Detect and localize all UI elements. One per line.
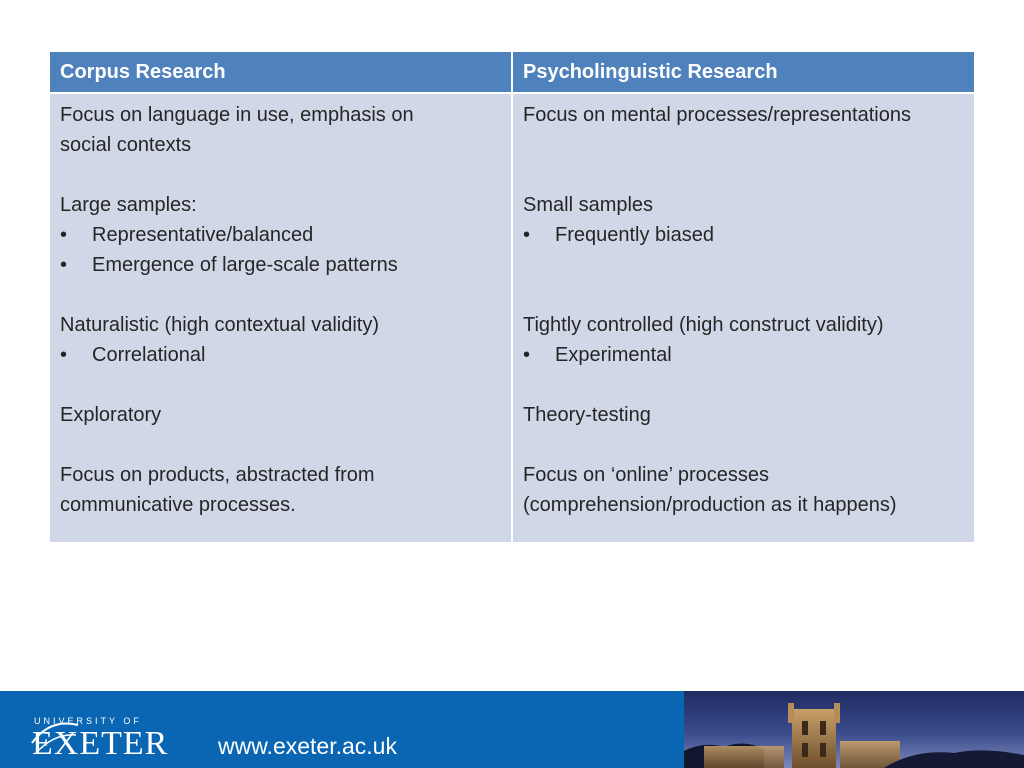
list-item <box>60 340 501 370</box>
spacer <box>523 130 964 160</box>
header-corpus-research: Corpus Research <box>49 51 512 93</box>
spacer <box>60 370 501 400</box>
corpus-validity: Naturalistic (high contextual validity) <box>60 314 380 336</box>
psycho-samples-heading: Small samples <box>523 194 654 216</box>
corpus-products-line-1: Focus on products, abstracted from <box>60 464 375 486</box>
psycho-sample-bullet: Frequently biased <box>555 224 714 246</box>
spacer <box>60 430 501 460</box>
corpus-cell <box>49 93 512 543</box>
psycho-validity-bullet: Experimental <box>555 344 672 366</box>
list-item <box>523 340 964 370</box>
cathedral-photo <box>684 691 1024 768</box>
corpus-products-line-2: communicative processes. <box>60 494 296 516</box>
spacer <box>60 160 501 190</box>
logo-exeter: EXETER <box>32 725 169 762</box>
spacer <box>523 370 964 400</box>
psycho-focus: Focus on mental processes/representations <box>523 104 911 126</box>
list-item <box>523 220 964 250</box>
list-item <box>60 250 501 280</box>
corpus-sample-bullet-2: Emergence of large-scale patterns <box>92 254 398 276</box>
website-url[interactable]: www.exeter.ac.uk <box>218 733 397 759</box>
logo-university-of: UNIVERSITY OF <box>34 716 142 726</box>
list-item <box>60 220 501 250</box>
spacer <box>523 280 964 310</box>
spacer <box>523 160 964 190</box>
spacer <box>523 430 964 460</box>
bullet-icon: • <box>60 344 68 366</box>
corpus-validity-bullet: Correlational <box>92 344 206 366</box>
psycho-cell <box>512 93 975 543</box>
table-body-row <box>49 93 975 543</box>
corpus-sample-bullet-1: Representative/balanced <box>92 224 314 246</box>
corpus-approach: Exploratory <box>60 404 162 426</box>
spacer <box>523 250 964 280</box>
corpus-samples-heading: Large samples: <box>60 194 197 216</box>
corpus-focus-line-1: Focus on language in use, emphasis on <box>60 104 414 126</box>
bullet-icon: • <box>60 254 68 276</box>
psycho-products-line-2: (comprehension/production as it happens) <box>523 494 897 516</box>
spacer <box>60 280 501 310</box>
bullet-icon: • <box>60 224 68 246</box>
psycho-validity: Tightly controlled (high construct validity) <box>523 314 884 336</box>
footer-bar <box>0 691 1024 768</box>
psycho-approach: Theory-testing <box>523 404 651 426</box>
table-header-row <box>49 51 975 93</box>
comparison-table <box>48 50 976 544</box>
header-psycholinguistic-research: Psycholinguistic Research <box>512 51 975 93</box>
bullet-icon: • <box>523 344 531 366</box>
bullet-icon: • <box>523 224 531 246</box>
psycho-products-line-1: Focus on ‘online’ processes <box>523 464 770 486</box>
corpus-focus-line-2: social contexts <box>60 134 192 156</box>
